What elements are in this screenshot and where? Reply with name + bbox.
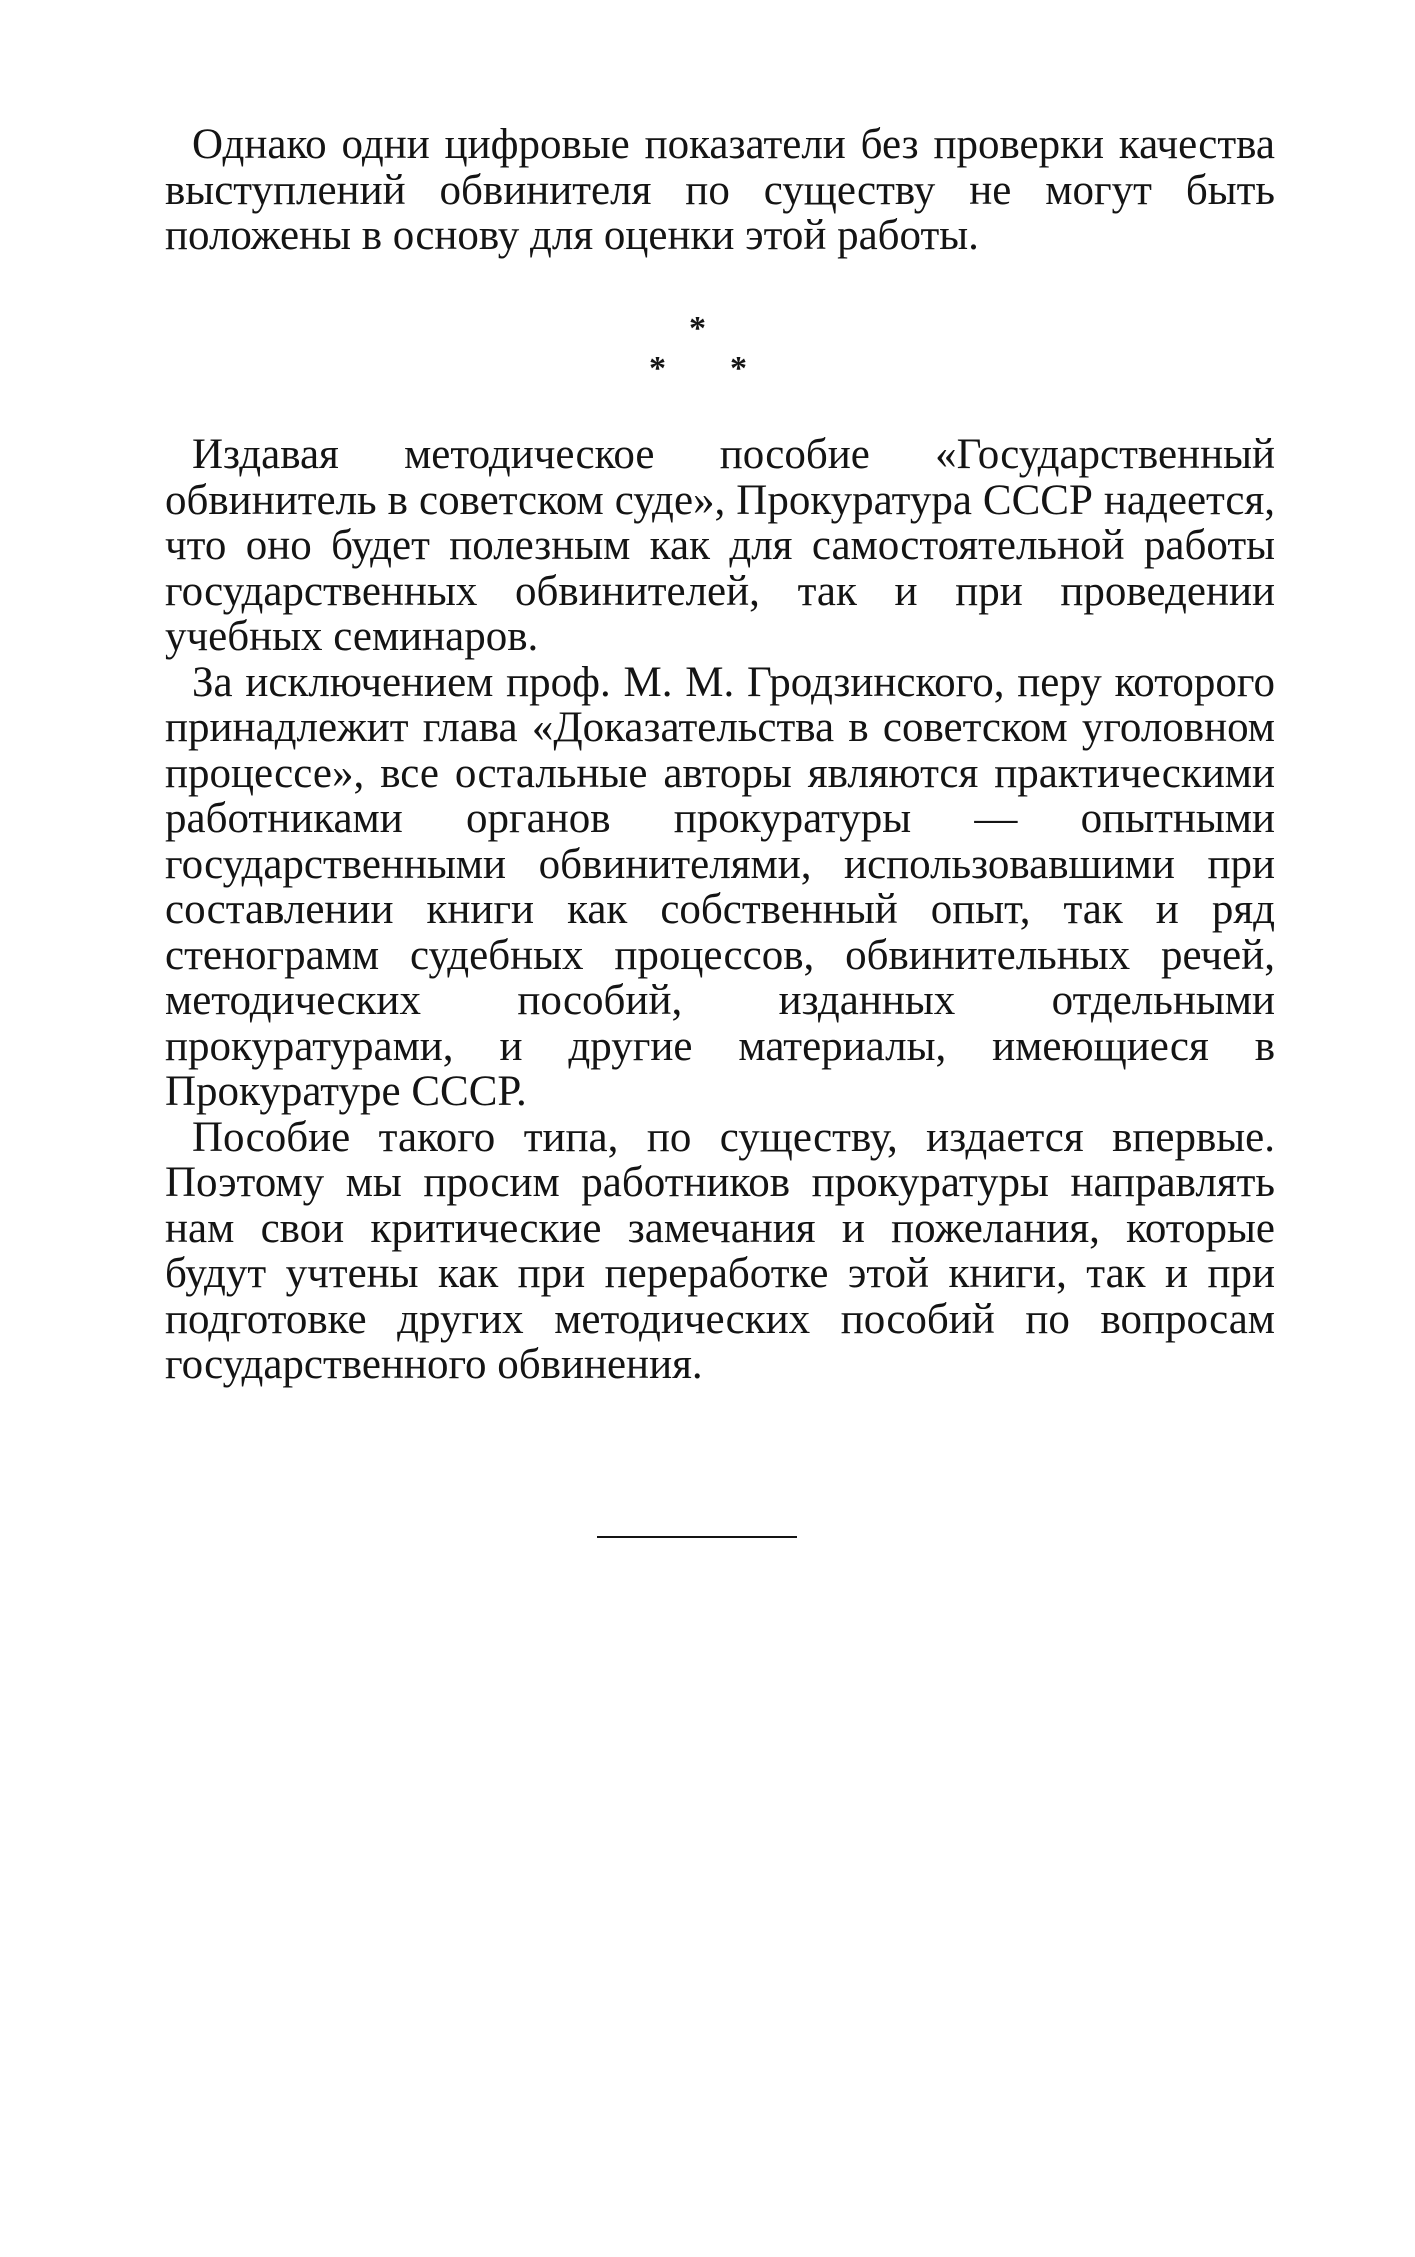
top-text-block bbox=[165, 122, 1275, 259]
main-text-block bbox=[165, 432, 1275, 1388]
end-rule-divider bbox=[597, 1536, 797, 1538]
paragraph-3: Пособие такого типа, по существу, издается впервые. Поэтому мы просим работников прокуратуры направлять нам свои критические замечания и пожелания, которые будут учтены как при переработке этой книги, так и при подготовке других методических пособий по вопросам государственного обвинения. bbox=[165, 1113, 1275, 1388]
paragraph-top: Однако одни цифровые показатели без проверки качества выступлений обвинителя по существу не могут быть положены в основу для оценки этой работы. bbox=[165, 121, 1275, 259]
paragraph-2: За исключением проф. М. М. Гродзинского, перу которого принадлежит глава «Доказательства в советском уголовном процессе», все остальные авторы являются практическими работниками органов прокуратуры — опытными государственными обвинителями, использовавшими при составлении книги как собственный опыт, так и ряд стенограмм судебных процессов, обвинительных речей, методических пособий, изданных отдельными прокуратурами, и другие материалы, имеющиеся в Прокуратуре СССР. bbox=[165, 658, 1275, 1115]
asterism-star-top: * bbox=[689, 310, 706, 347]
asterism-star-left: * bbox=[649, 350, 666, 387]
asterism-star-right: * bbox=[730, 350, 747, 387]
paragraph-1: Издавая методическое пособие «Государственный обвинитель в советском суде», Прокуратура СССР надеется, что оно будет полезным как для самостоятельной работы государственных обвинителей, так и при проведении учебных семинаров. bbox=[165, 431, 1275, 660]
